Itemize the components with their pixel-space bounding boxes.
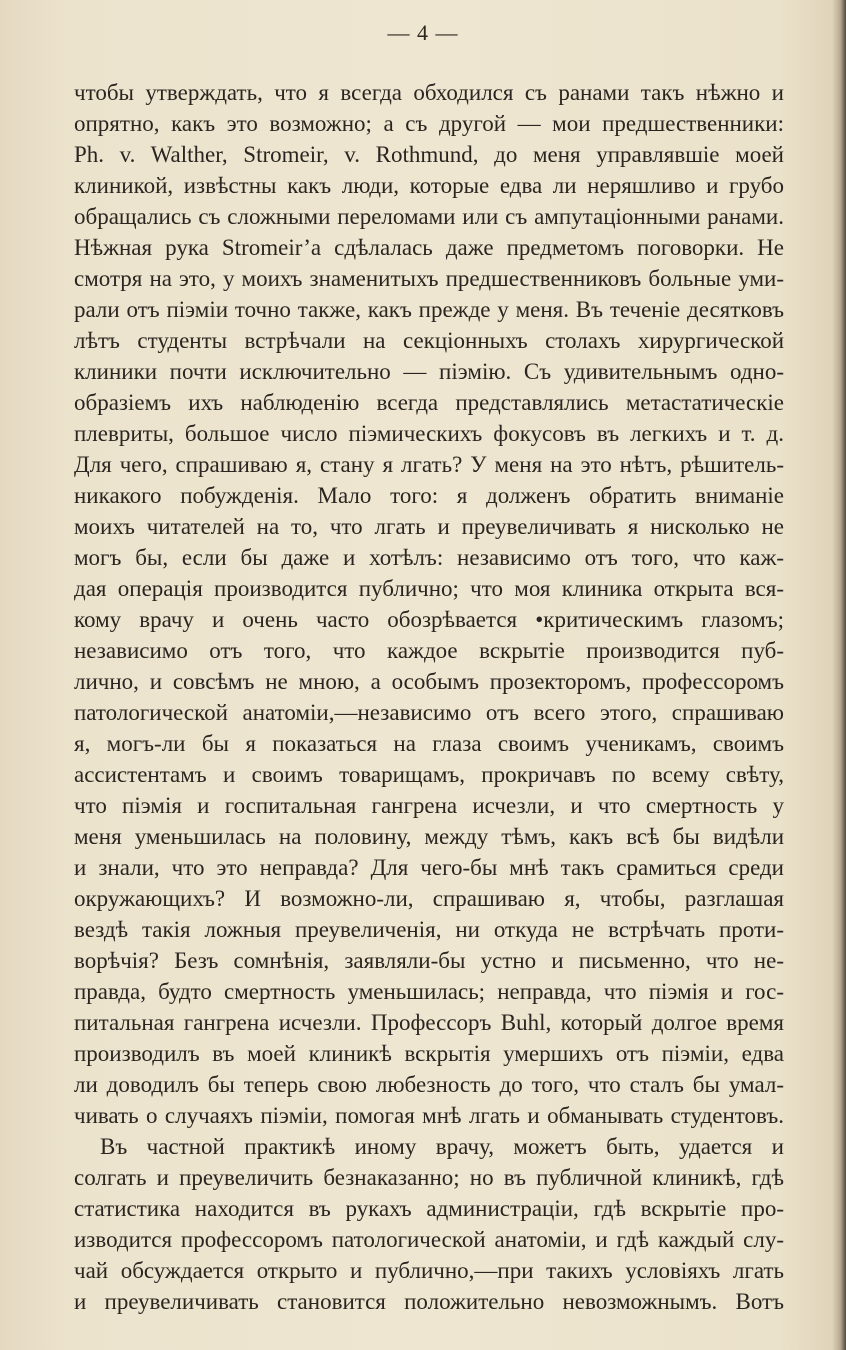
text-line: статистика находится въ рукахъ администраціи, гдѣ вскрытіе про-: [74, 1196, 784, 1221]
text-line: Для чего, спрашиваю я, стану я лгать? У меня на это нѣтъ, рѣшитель-: [74, 452, 784, 477]
text-line: обращались съ сложными переломами или съ ампутаціонными ранами.: [74, 204, 784, 229]
text-line: Нѣжная рука Stromeir’а сдѣлалась даже предметомъ поговорки. Не: [74, 235, 784, 260]
text-line: рали отъ піэміи точно также, какъ прежде у меня. Въ теченіе десятковъ: [74, 297, 784, 322]
text-line: ли доводилъ бы теперь свою любезность до того, что сталъ бы умал-: [74, 1072, 784, 1097]
text-line: окружающихъ? И возможно-ли, спрашиваю я, чтобы, разглашая: [74, 886, 784, 911]
page-number: — 4 —: [387, 20, 459, 45]
text-line: клиники почти исключительно — піэмію. Съ удивительнымъ одно-: [74, 359, 784, 384]
text-line: независимо отъ того, что каждое вскрытіе производится пуб-: [74, 638, 784, 663]
text-line: ассистентамъ и своимъ товарищамъ, прокричавъ по всему свѣту,: [74, 762, 784, 787]
page-edge-shadow: [832, 0, 846, 1350]
text-line: правда, будто смертность уменьшилась; неправда, что піэмія и гос-: [74, 979, 784, 1004]
text-line: я, могъ-ли бы я показаться на глаза своимъ ученикамъ, своимъ: [74, 731, 784, 756]
text-line: смотря на это, у моихъ знаменитыхъ предшественниковъ больные уми-: [74, 266, 784, 291]
text-line: никакого побужденія. Мало того: я долженъ обратить вниманіе: [74, 483, 784, 508]
text-line: производилъ въ моей клиникѣ вскрытія умершихъ отъ піэміи, едва: [74, 1041, 784, 1066]
text-line: опрятно, какъ это возможно; а съ другой — мои предшественники:: [74, 111, 784, 136]
text-line: чай обсуждается открыто и публично,—при такихъ условіяхъ лгать: [74, 1258, 784, 1283]
text-line: что піэмія и госпитальная гангрена исчезли, и что смертность у: [74, 793, 784, 818]
text-line: Ph. v. Walther, Stromeir, v. Rothmund, до меня управлявшіе моей: [74, 142, 784, 167]
text-line: лѣтъ студенты встрѣчали на секціонныхъ столахъ хирургической: [74, 328, 784, 353]
text-line: кому врачу и очень часто обозрѣвается •критическимъ глазомъ;: [74, 607, 784, 632]
text-line: лично, и совсѣмъ не мною, а особымъ прозекторомъ, профессоромъ: [74, 669, 784, 694]
text-line: и преувеличивать становится положительно невозможнымъ. Вотъ: [74, 1289, 784, 1314]
text-line: чтобы утверждать, что я всегда обходился съ ранами такъ нѣжно и: [74, 80, 784, 105]
text-line: питальная гангрена исчезли. Профессоръ Buhl, который долгое время: [74, 1010, 784, 1035]
text-line: могъ бы, если бы даже и хотѣлъ: независимо отъ того, что каж-: [74, 545, 784, 570]
text-line: патологической анатоміи,—независимо отъ всего этого, спрашиваю: [74, 700, 784, 725]
text-line: плевриты, большое число піэмическихъ фокусовъ въ легкихъ и т. д.: [74, 421, 784, 446]
text-line: чивать о случаяхъ піэміи, помогая мнѣ лгать и обманывать студентовъ.: [74, 1103, 784, 1128]
paragraph-start-line: Въ частной практикѣ иному врачу, можетъ быть, удается и: [100, 1134, 784, 1159]
text-line: изводится профессоромъ патологической анатоміи, и гдѣ каждый слу-: [74, 1227, 784, 1252]
text-line: меня уменьшилась на половину, между тѣмъ, какъ всѣ бы видѣли: [74, 824, 784, 849]
text-line: солгать и преувеличить безнаказанно; но въ публичной клиникѣ, гдѣ: [74, 1165, 784, 1190]
text-line: и знали, что это неправда? Для чего-бы мнѣ такъ срамиться среди: [74, 855, 784, 880]
text-line: ворѣчія? Безъ сомнѣнія, заявляли-бы устно и письменно, что не-: [74, 948, 784, 973]
text-line: дая операція производится публично; что моя клиника открыта вся-: [74, 576, 784, 601]
text-line: образіемъ ихъ наблюденію всегда представлялись метастатическіе: [74, 390, 784, 415]
body-text: [74, 77, 784, 1317]
text-line: моихъ читателей на то, что лгать и преувеличивать я нисколько не: [74, 514, 784, 539]
text-line: клиникой, извѣстны какъ люди, которые едва ли неряшливо и грубо: [74, 173, 784, 198]
text-line: вездѣ такія ложныя преувеличенія, ни откуда не встрѣчать проти-: [74, 917, 784, 942]
